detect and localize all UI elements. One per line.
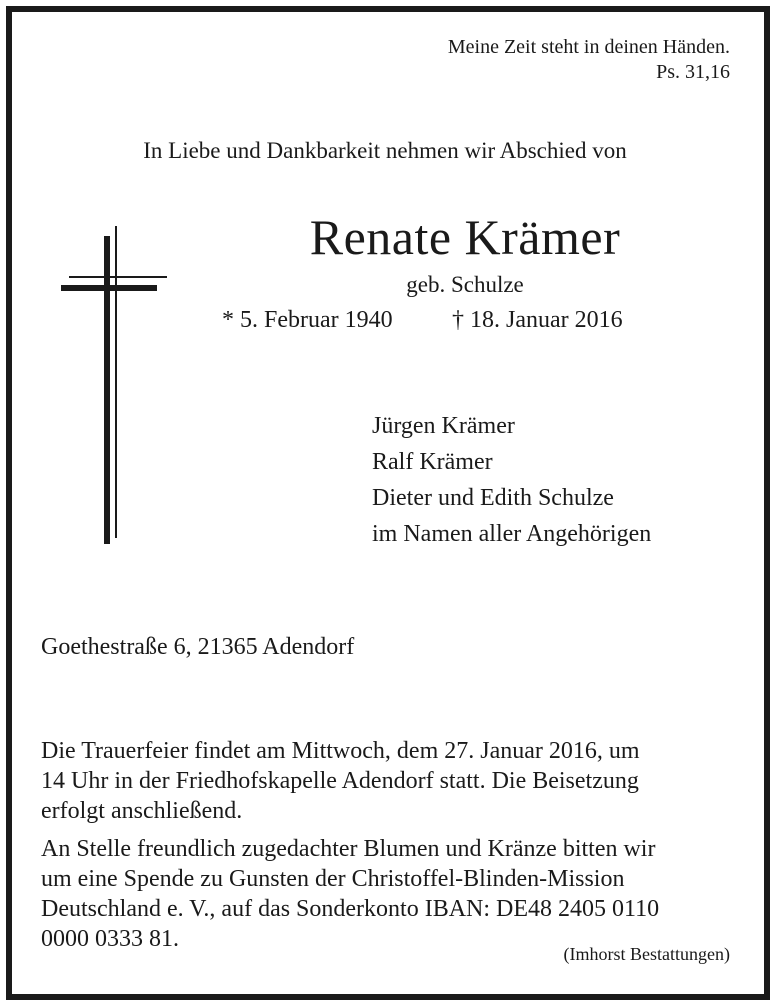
survivor-note: im Namen aller Angehörigen <box>372 521 652 547</box>
donation-line: 0000 0333 81. <box>41 926 179 952</box>
bible-verse <box>448 35 730 85</box>
survivor-name: Dieter und Edith Schulze <box>372 485 614 511</box>
maiden-name: geb. Schulze <box>406 272 524 297</box>
donation-line: um eine Spende zu Gunsten der Christoffel-Blinden-Mission <box>41 866 625 892</box>
funeral-line: Die Trauerfeier findet am Mittwoch, dem 27. Januar 2016, um <box>41 738 640 764</box>
donation-line: Deutschland e. V., auf das Sonderkonto IBAN: DE48 2405 0110 <box>41 896 660 922</box>
address: Goethestraße 6, 21365 Adendorf <box>41 634 355 660</box>
birth-date: * 5. Februar 1940 <box>222 307 393 333</box>
funeral-line: erfolgt anschließend. <box>41 798 243 824</box>
survivors-list <box>372 408 651 552</box>
verse-text: Meine Zeit steht in deinen Händen. <box>447 36 730 58</box>
death-date: † 18. Januar 2016 <box>452 307 623 333</box>
survivor-name: Ralf Krämer <box>372 449 493 475</box>
deceased-name: Renate Krämer <box>309 209 621 265</box>
survivor-name: Jürgen Krämer <box>372 413 515 439</box>
intro-text: In Liebe und Dankbarkeit nehmen wir Abschied von <box>143 138 627 163</box>
donation-line: An Stelle freundlich zugedachter Blumen und Kränze bitten wir <box>41 836 656 862</box>
funeral-line: 14 Uhr in der Friedhofskapelle Adendorf statt. Die Beisetzung <box>41 768 639 794</box>
verse-reference: Ps. 31,16 <box>656 61 730 83</box>
funeral-info <box>41 736 640 826</box>
undertaker-credit: (Imhorst Bestattungen) <box>563 944 730 964</box>
donation-info <box>41 834 659 954</box>
